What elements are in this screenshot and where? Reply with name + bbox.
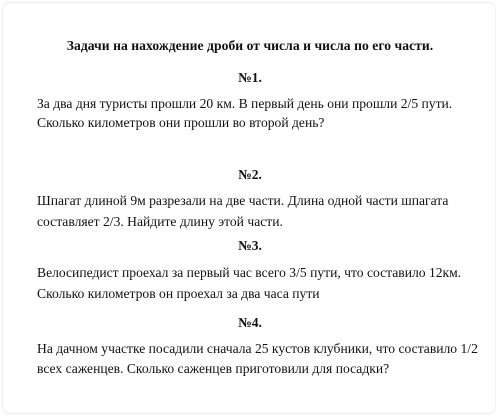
problem-3-text-line-2: Сколько километров он проехал за два часа пути — [37, 286, 320, 301]
problem-3-number: №3. — [238, 238, 262, 253]
problem-2-text-line-2: составляет 2/3. Найдите длину этой части. — [37, 214, 283, 229]
problem-2-number: №2. — [238, 167, 262, 182]
problem-3-text-line-1: Велосипедист проехал за первый час всего 3/5 пути, что составило 12км. — [37, 265, 462, 280]
document-title: Задачи на нахождение дроби от числа и числа по его части. — [66, 38, 434, 53]
problem-1-number: №1. — [238, 70, 262, 85]
problem-2-text-line-1: Шпагат длиной 9м разрезали на две части. Длина одной части шпагата — [37, 193, 449, 208]
problem-1-text-line-2: Сколько километров они прошли во второй день? — [37, 115, 325, 130]
problem-4-text-line-1: На дачном участке посадили сначала 25 кустов клубники, что составило 1/2 — [37, 341, 478, 356]
problem-4-text-line-2: всех саженцев. Сколько саженцев приготовили для посадки? — [37, 361, 390, 376]
problem-4-number: №4. — [238, 315, 262, 330]
problem-1-text-line-1: За два дня туристы прошли 20 км. В первый день они прошли 2/5 пути. — [37, 96, 453, 111]
